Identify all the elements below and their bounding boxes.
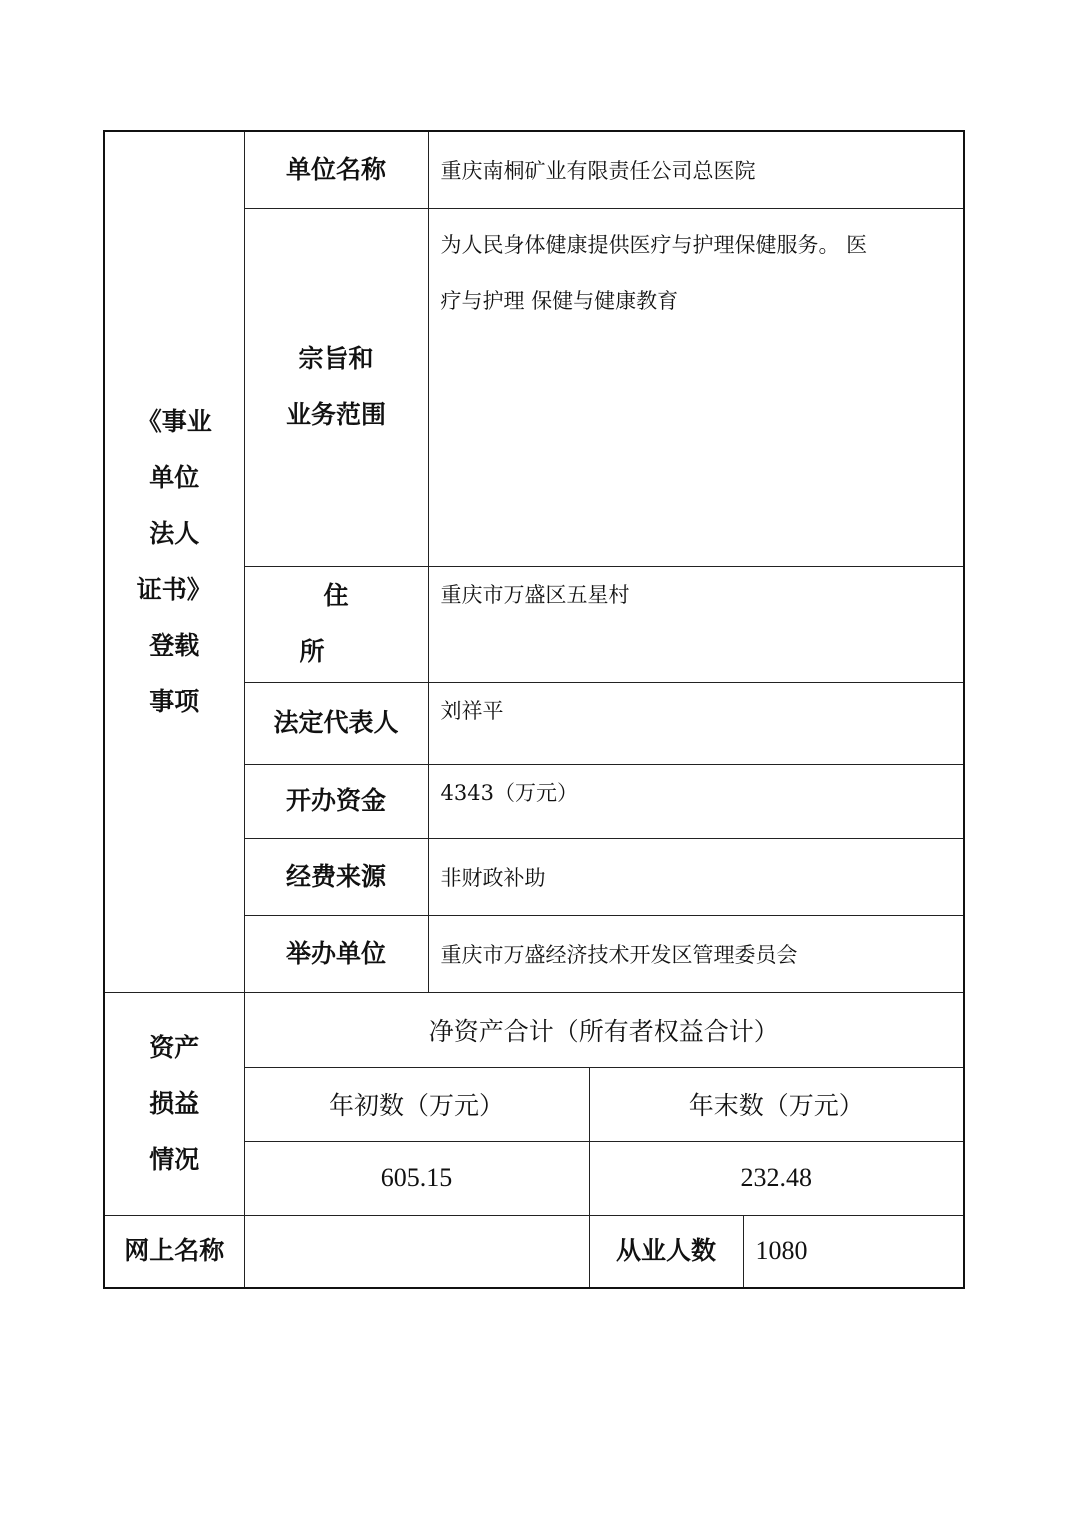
- online-name-value: [244, 1215, 589, 1288]
- capital-label: 开办资金: [244, 764, 428, 838]
- unit-name-value: 重庆南桐矿业有限责任公司总医院: [428, 131, 964, 208]
- side-line: 单位: [149, 462, 200, 492]
- legal-rep-label: 法定代表人: [244, 682, 428, 764]
- end-year-header: 年末数（万元）: [589, 1067, 964, 1141]
- staff-label: 从业人数: [589, 1215, 743, 1288]
- row-net-assets-header: [104, 992, 964, 1067]
- funding-value: 非财政补助: [428, 838, 964, 915]
- side-line: 事项: [149, 686, 200, 716]
- side-line: 证书》: [136, 574, 212, 604]
- online-name-label: 网上名称: [104, 1215, 244, 1288]
- row-online-staff: [104, 1215, 964, 1288]
- net-assets-header: 净资产合计（所有者权益合计）: [244, 992, 964, 1067]
- begin-year-value: 605.15: [244, 1141, 589, 1215]
- unit-name-label: 单位名称: [244, 131, 428, 208]
- capital-value: 4343（万元）: [428, 764, 964, 838]
- side-line: 情况: [149, 1144, 200, 1174]
- section2-side-label: [104, 992, 244, 1215]
- row-unit-name: [104, 131, 964, 208]
- sponsor-value: 重庆市万盛经济技术开发区管理委员会: [428, 915, 964, 992]
- side-line: 损益: [149, 1088, 200, 1118]
- section1-side-label: [104, 131, 244, 992]
- address-value: [428, 566, 964, 682]
- end-year-value: 232.48: [589, 1141, 964, 1215]
- side-line: 资产: [149, 1032, 200, 1062]
- purpose-value: [428, 208, 964, 566]
- purpose-label-line: 宗旨和: [298, 344, 374, 373]
- sponsor-label: 举办单位: [244, 915, 428, 992]
- address-value-text: 重庆市万盛区五星村: [440, 582, 630, 607]
- purpose-label: [244, 208, 428, 566]
- purpose-value-line: 为人民身体健康提供医疗与护理保健服务。 医: [440, 232, 868, 257]
- purpose-label-line: 业务范围: [285, 400, 386, 429]
- staff-value: 1080: [743, 1215, 964, 1288]
- side-line: 法人: [149, 518, 200, 548]
- registration-table: [103, 130, 965, 1289]
- address-label-text: 住所: [299, 581, 397, 666]
- legal-rep-value: 刘祥平: [428, 682, 964, 764]
- begin-year-header: 年初数（万元）: [244, 1067, 589, 1141]
- side-line: 登载: [149, 630, 200, 660]
- funding-label: 经费来源: [244, 838, 428, 915]
- purpose-value-line: 疗与护理 保健与健康教育: [440, 288, 679, 313]
- side-line: 《事业: [136, 406, 212, 436]
- address-label: [244, 566, 428, 682]
